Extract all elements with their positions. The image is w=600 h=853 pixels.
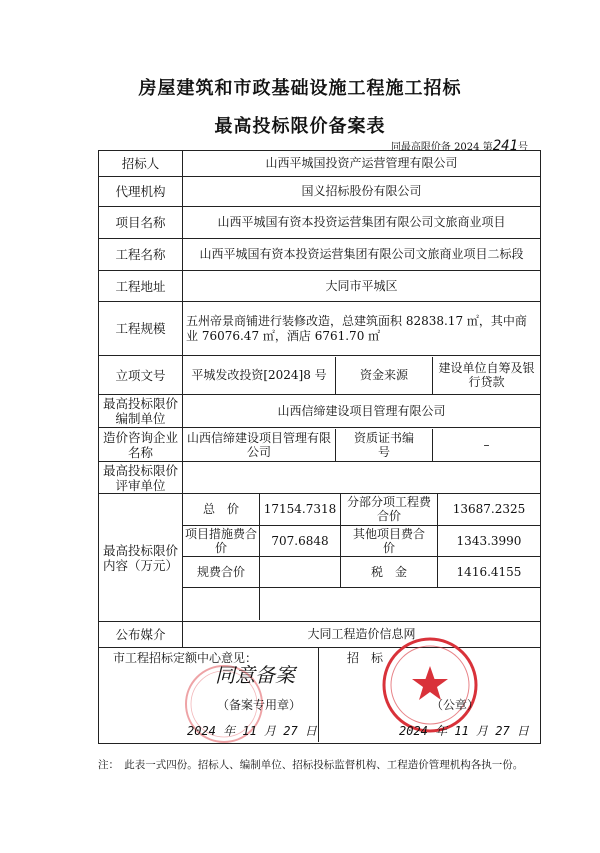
agency-value: 国义招标股份有限公司 <box>183 177 541 207</box>
record-table <box>98 150 541 744</box>
fund-value: 建设单位自筹及银行贷款 <box>438 361 535 389</box>
work-name-value: 山西平城国有资本投资运营集团有限公司文旅商业项目二标段 <box>183 239 541 271</box>
left-opinion-label: 市工程招标定额中心意见： <box>113 651 258 665</box>
approval-label: 立项文号 <box>99 356 183 395</box>
sub-value: 13687.2325 <box>438 494 541 525</box>
measure-value: 707.6848 <box>260 525 341 556</box>
fee-value <box>260 556 341 587</box>
footnote: 注： 此表一式四份。招标人、编制单位、招标投标监督机构、工程造价管理机构各执一份。 <box>98 759 524 771</box>
table-row <box>99 356 541 395</box>
location-value: 大同市平城区 <box>183 271 541 302</box>
total-value: 17154.7318 <box>260 494 341 525</box>
docno-suffix: 号 <box>518 142 528 153</box>
right-date: 2024 年 11 月 27 日 <box>399 724 529 738</box>
table-row <box>99 302 541 356</box>
scale-value: 五州帝景商铺进行装修改造，总建筑面积 82838.17 ㎡，其中商业 76076.47 ㎡，酒店 6761.70 ㎡ <box>183 302 541 356</box>
agency-label: 代理机构 <box>99 177 183 207</box>
docno-prefix: 同最高限价备 2024 第 <box>390 142 493 153</box>
cert-label: 资质证书编 号 <box>336 429 433 461</box>
approval-value: 平城发改投资[2024]8 号 <box>183 357 336 394</box>
project-name-value: 山西平城国有资本投资运营集团有限公司文旅商业项目 <box>183 207 541 239</box>
fund-label: 资金来源 <box>336 357 433 394</box>
cert-value: – <box>483 437 490 452</box>
location-label: 工程地址 <box>99 271 183 302</box>
docno-number: 241 <box>492 138 518 154</box>
table-row <box>99 494 541 622</box>
table-row <box>99 648 541 744</box>
table-row <box>99 177 541 207</box>
compiler-label: 最高投标限价编制单位 <box>99 395 183 428</box>
other-value: 1343.3990 <box>438 525 541 556</box>
media-label: 公布媒介 <box>99 622 183 648</box>
right-opinion-label: 招 标 <box>347 651 384 665</box>
work-name-label: 工程名称 <box>99 239 183 271</box>
right-seal-note: （公章） <box>431 698 480 712</box>
fee-label: 规费合价 <box>183 556 260 587</box>
tax-value: 1416.4155 <box>438 556 541 587</box>
table-row <box>99 239 541 271</box>
tenderer-label: 招标人 <box>99 151 183 177</box>
measure-label: 项目措施费合 价 <box>185 526 270 555</box>
page-title: 房屋建筑和市政基础设施工程施工招标 <box>138 78 462 99</box>
official-seal-icon <box>379 634 481 736</box>
price-subtable <box>183 494 540 620</box>
table-row <box>99 462 541 494</box>
left-date: 2024 年 11 月 27 日 <box>187 724 317 738</box>
table-row <box>99 271 541 302</box>
total-label: 总 价 <box>183 494 260 525</box>
consult-value: 山西信缔建设项目管理有限公司 <box>183 429 336 461</box>
handwritten-approval: 同意备案 <box>215 663 295 687</box>
other-label: 其他项目费合 价 <box>341 525 438 556</box>
media-value: 大同工程造价信息网 <box>183 622 541 648</box>
table-row <box>99 151 541 177</box>
approval-subtable <box>183 357 540 394</box>
consult-subtable <box>183 429 540 461</box>
page-subtitle: 最高投标限价备案表 <box>214 116 386 137</box>
scale-label: 工程规模 <box>99 302 183 356</box>
compiler-value: 山西信缔建设项目管理有限公司 <box>183 395 541 428</box>
review-label: 最高投标限价评审单位 <box>99 462 183 494</box>
table-row <box>99 395 541 428</box>
project-name-label: 项目名称 <box>99 207 183 239</box>
table-row <box>99 207 541 239</box>
consult-label: 造价咨询企业名称 <box>99 428 183 462</box>
content-label: 最高投标限价内容（万元） <box>99 494 183 622</box>
left-seal-note: （备案专用章） <box>217 698 302 712</box>
table-row <box>99 428 541 462</box>
tax-label: 税 金 <box>341 556 438 587</box>
sub-label: 分部分项工程费合价 <box>341 494 438 525</box>
review-value <box>183 462 541 494</box>
tenderer-value: 山西平城国投资产运营管理有限公司 <box>183 151 541 177</box>
